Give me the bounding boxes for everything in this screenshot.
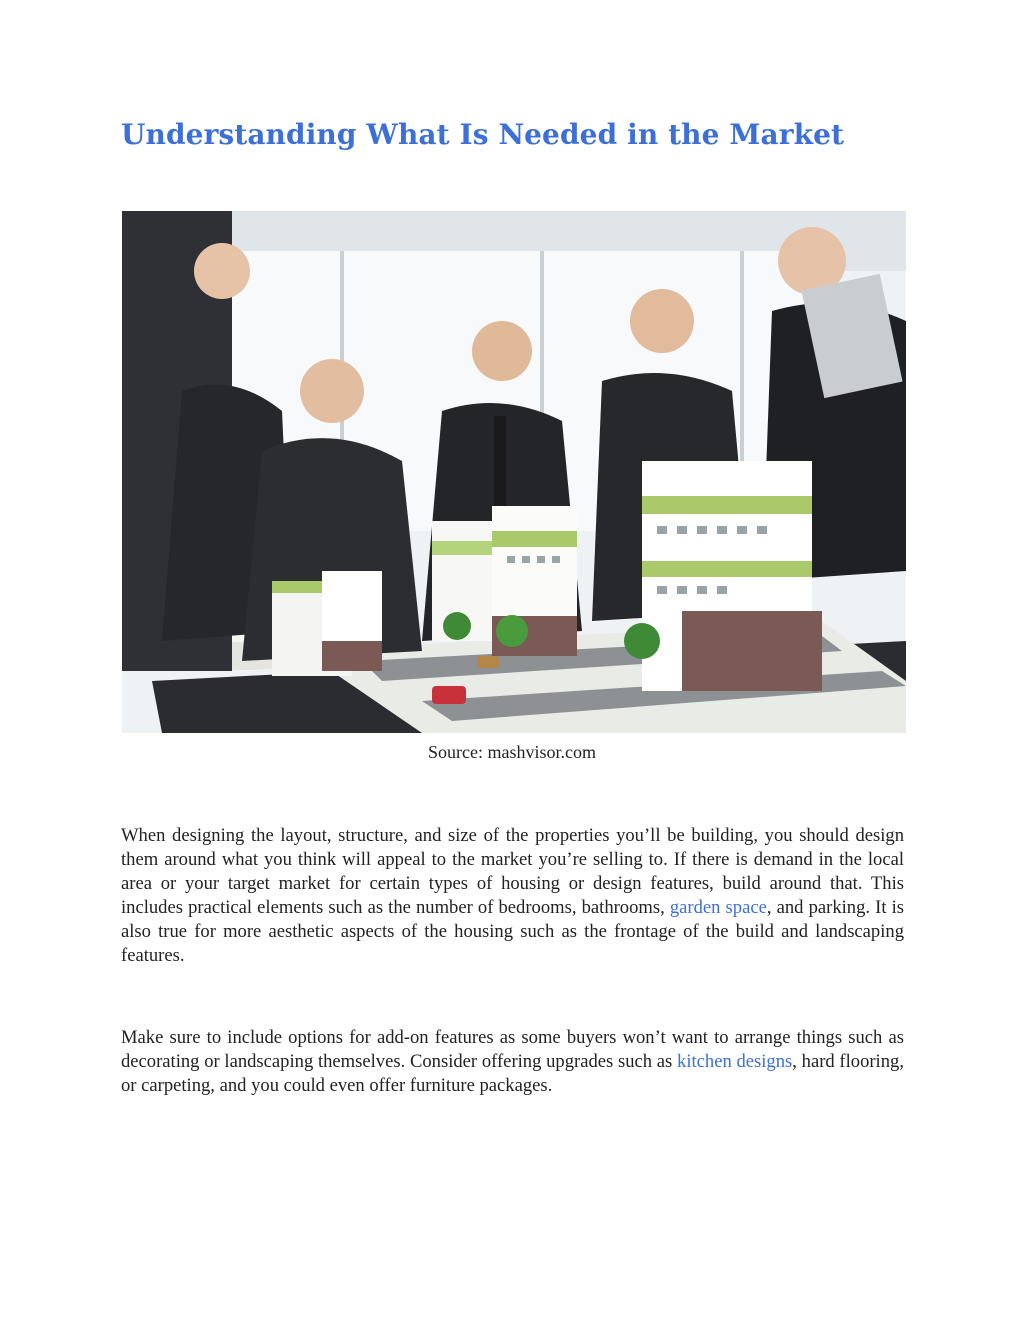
- page-title: Understanding What Is Needed in the Market: [121, 118, 845, 151]
- garden-space-link[interactable]: garden space: [669, 897, 767, 918]
- kitchen-designs-link[interactable]: kitchen designs: [677, 1051, 793, 1072]
- paragraph-1-text-end: , and parking. It is also true for more aesthetic aspects of the housing such as the frontage of the build and landscaping features.: [121, 897, 905, 966]
- paragraph-2-text-end: , hard flooring, or carpeting, and you could even offer furniture packages.: [121, 1051, 904, 1096]
- article-photo: [122, 211, 906, 733]
- paragraph-2: [121, 1026, 904, 1098]
- image-caption: Source: mashvisor.com: [428, 742, 596, 762]
- paragraph-1: [121, 824, 904, 968]
- paragraph-1-text-start: When designing the layout, structure, and size of the properties you’ll be building, you should design them around what you think will appeal to the market you’re selling to. If there is demand in the local area or your target market for certain types of housing or design features, build around that. This includes practical elements such as the number of bedrooms, bathrooms,: [121, 825, 904, 918]
- paragraph-2-text-start: Make sure to include options for add-on features as some buyers won’t want to arrange things such as decorating or landscaping themselves. Consider offering upgrades such as: [121, 1027, 904, 1072]
- photo-real-estate-meeting-icon: [122, 211, 906, 733]
